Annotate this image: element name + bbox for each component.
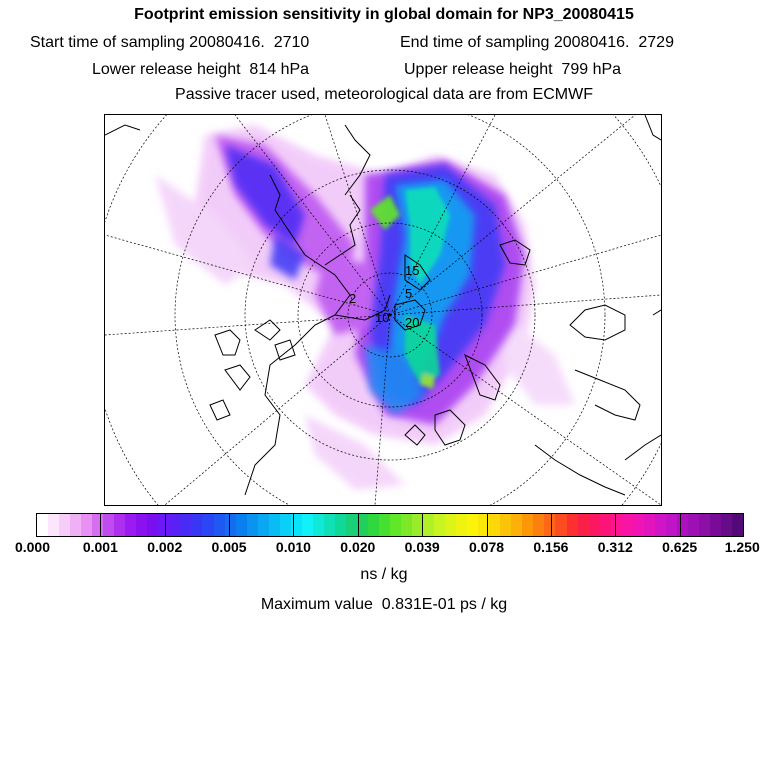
colorbar-swatch — [169, 514, 180, 536]
colorbar-tick-label: 0.005 — [211, 539, 247, 555]
colorbar-swatch — [633, 514, 644, 536]
colorbar-tick-label: 0.002 — [147, 539, 183, 555]
colorbar-swatch — [280, 514, 291, 536]
colorbar-swatch — [136, 514, 147, 536]
colorbar-swatch — [644, 514, 655, 536]
colorbar-swatch — [313, 514, 324, 536]
colorbar-tick-label: 0.000 — [14, 539, 51, 555]
colorbar-swatch — [655, 514, 666, 536]
colorbar-units: ns / kg — [360, 566, 408, 583]
start-time-label: Start time of sampling 20080416. 2710 — [30, 34, 310, 51]
colorbar-swatch — [688, 514, 699, 536]
overlay-label-5: 5 — [405, 286, 413, 301]
colorbar-swatch — [291, 514, 302, 536]
end-time-label: End time of sampling 20080416. 2729 — [400, 34, 674, 51]
colorbar-swatch — [578, 514, 589, 536]
colorbar-tick-label: 1.250 — [724, 539, 760, 555]
colorbar-swatch — [589, 514, 600, 536]
colorbar-swatch — [302, 514, 313, 536]
overlay-label-10: 10 — [375, 310, 390, 325]
colorbar-swatch — [180, 514, 191, 536]
colorbar-swatch — [158, 514, 169, 536]
colorbar-tick-label: 0.020 — [340, 539, 376, 555]
colorbar-swatch — [511, 514, 522, 536]
colorbar-swatch — [567, 514, 578, 536]
upper-release-height-label: Upper release height 799 hPa — [404, 61, 622, 78]
colorbar-swatch — [103, 514, 114, 536]
colorbar-tick-label: 0.625 — [662, 539, 698, 555]
colorbar-tick-label: 0.001 — [82, 539, 118, 555]
colorbar-swatch — [324, 514, 335, 536]
colorbar-tick-label: 0.312 — [597, 539, 633, 555]
colorbar-tick-label: 0.010 — [275, 539, 311, 555]
colorbar-swatch — [236, 514, 247, 536]
colorbar-swatch — [500, 514, 511, 536]
colorbar-swatch — [423, 514, 434, 536]
sensitivity-field — [155, 125, 575, 490]
colorbar-swatch — [59, 514, 70, 536]
colorbar-swatch — [390, 514, 401, 536]
colorbar-swatch — [202, 514, 213, 536]
plot-title: Footprint emission sensitivity in global domain for NP3_20080415 — [134, 6, 634, 23]
colorbar-swatch — [147, 514, 158, 536]
colorbar-swatch — [478, 514, 489, 536]
colorbar-swatch — [467, 514, 478, 536]
overlay-label-2: 2 — [349, 291, 357, 306]
colorbar-swatch — [335, 514, 346, 536]
overlay-label-15: 15 — [405, 263, 420, 278]
colorbar-swatch — [70, 514, 81, 536]
colorbar-swatch — [258, 514, 269, 536]
colorbar-swatch — [401, 514, 412, 536]
colorbar-swatch — [379, 514, 390, 536]
colorbar — [36, 513, 744, 537]
colorbar-swatch — [666, 514, 677, 536]
colorbar-swatch — [555, 514, 566, 536]
tracer-info-label: Passive tracer used, meteorological data are from ECMWF — [175, 86, 593, 103]
colorbar-swatch — [710, 514, 721, 536]
colorbar-swatch — [214, 514, 225, 536]
colorbar-swatch — [225, 514, 236, 536]
colorbar-swatch — [92, 514, 103, 536]
colorbar-swatch — [368, 514, 379, 536]
colorbar-tick-label: 0.078 — [469, 539, 505, 555]
maximum-value-label: Maximum value 0.831E-01 ps / kg — [260, 596, 508, 613]
colorbar-swatch — [732, 514, 743, 536]
colorbar-swatch — [533, 514, 544, 536]
lower-release-height-label: Lower release height 814 hPa — [92, 61, 310, 78]
colorbar-swatch — [48, 514, 59, 536]
colorbar-swatch — [445, 514, 456, 536]
colorbar-swatch — [699, 514, 710, 536]
colorbar-swatch — [125, 514, 136, 536]
colorbar-swatch — [412, 514, 423, 536]
colorbar-swatch — [677, 514, 688, 536]
colorbar-swatch — [269, 514, 280, 536]
colorbar-swatch — [434, 514, 445, 536]
colorbar-swatch — [489, 514, 500, 536]
colorbar-swatch — [622, 514, 633, 536]
colorbar-swatch — [544, 514, 555, 536]
footprint-map — [104, 114, 662, 506]
colorbar-swatch — [37, 514, 48, 536]
colorbar-tick-label: 0.039 — [404, 539, 440, 555]
colorbar-swatch — [357, 514, 368, 536]
colorbar-swatch — [191, 514, 202, 536]
colorbar-swatch — [611, 514, 622, 536]
colorbar-swatch — [522, 514, 533, 536]
colorbar-swatch — [81, 514, 92, 536]
colorbar-swatch — [114, 514, 125, 536]
colorbar-tick-label: 0.156 — [533, 539, 569, 555]
colorbar-swatch — [247, 514, 258, 536]
colorbar-swatch — [456, 514, 467, 536]
overlay-label-20: 20 — [405, 315, 420, 330]
colorbar-swatch — [721, 514, 732, 536]
colorbar-swatch — [346, 514, 357, 536]
colorbar-swatch — [600, 514, 611, 536]
